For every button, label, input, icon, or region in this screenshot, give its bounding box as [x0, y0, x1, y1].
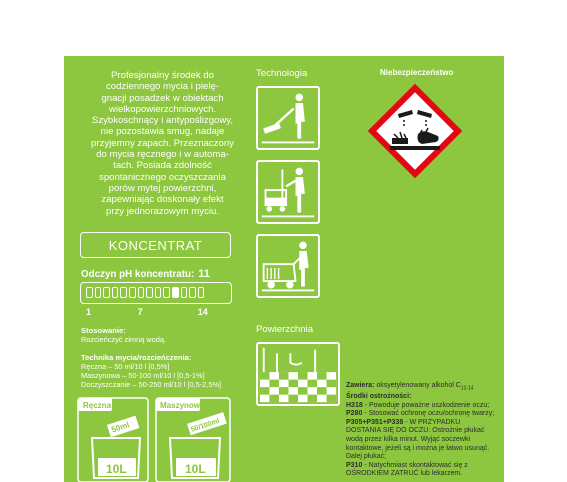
- ph-title-label: Odczyn pH koncentratu:: [81, 269, 195, 280]
- ph-cell: [103, 287, 110, 298]
- hazard-text: [346, 382, 496, 479]
- hazard-contains-label: Zawiera:: [346, 382, 377, 389]
- hazard-statement: P305+P351+P338 - W PRZYPADKU DOSTANIA SIĘ DO OCZU: Ostrożnie płukać wodą przez kilka minut. Wyjąć soczewki kontaktowe, jeżeli są i można je łatwo usunąć. Dalej płukać;: [346, 418, 490, 461]
- description-line: do mycia ręcznego i w automa-: [96, 149, 229, 161]
- technologia-heading: Technologia: [256, 68, 308, 79]
- dosing-machine-dose: 50/100ml: [190, 417, 221, 434]
- description-line: porów mytej powierzchni,: [108, 182, 217, 194]
- ph-scale-cells: [86, 287, 204, 298]
- stosowanie-text: Rozcieńczyć zimną wodą.: [81, 335, 167, 344]
- ph-title: [81, 268, 210, 280]
- ph-cell: [163, 287, 170, 298]
- dosing-machine-volume: 10L: [185, 462, 206, 476]
- description-line: spontanicznego oczyszczania: [99, 171, 226, 183]
- ph-cell: [198, 287, 205, 298]
- ph-cell: [95, 287, 102, 298]
- ph-cell: [155, 287, 162, 298]
- hazard-contains-text: oksyetylenowany alkohol C: [376, 382, 461, 389]
- stosowanie-heading: Stosowanie:: [81, 326, 126, 335]
- hazard-contains-sub: 12-14: [460, 385, 474, 392]
- description-line: Profesjonalny środek do: [111, 70, 214, 81]
- hazard-statement: P280 - Stosować ochronę oczu/ochronę twarzy;: [346, 410, 495, 418]
- dosing-machine-label: Maszynowa: [160, 401, 205, 410]
- ghs05-corrosive-icon: [368, 84, 462, 178]
- ph-tick-label: 14: [197, 307, 208, 317]
- hazard-statement: P310 - Natychmiast skontaktować się z OŚRODKIEM ZATRUĆ lub lekarzem.: [346, 461, 468, 478]
- description-line: tach. Posiada zdolność: [113, 160, 212, 172]
- description-line: przy jednorazowym myciu.: [105, 205, 220, 217]
- hazard-statement: H318 - Powoduje poważne uszkodzenie oczu;: [346, 401, 490, 409]
- dosing-manual-volume: 10L: [106, 462, 127, 476]
- powierzchnia-heading: Powierzchnia: [256, 324, 314, 335]
- ph-scale-ticks: [81, 307, 233, 317]
- ph-cell-active: [172, 287, 179, 298]
- ph-cell: [112, 287, 119, 298]
- hazard-contains: [346, 382, 496, 393]
- product-description: [80, 70, 245, 217]
- hazard-heading: Niebezpieczeństwo: [380, 68, 454, 77]
- description-line: przyjemny zapach. Przeznaczony: [91, 137, 234, 149]
- technika-line: Doczyszczanie – 50-250 ml/10 l [0,5-2,5%]: [81, 380, 222, 389]
- dosing-manual-dose: 50ml: [110, 420, 131, 435]
- description-line: codziennego mycia i pielę-: [105, 81, 220, 93]
- description-line: gnacji posadzek w obiektach: [101, 92, 224, 104]
- description-line: Szybkoschnący i antypoślizgowy,: [91, 115, 234, 127]
- koncentrat-badge: KONCENTRAT: [80, 232, 231, 258]
- dosing-manual: [78, 398, 148, 482]
- ph-cell: [86, 287, 93, 298]
- ph-tick-label: 7: [137, 307, 143, 317]
- floor-surface-icon: [256, 342, 340, 406]
- ph-cell: [120, 287, 127, 298]
- scrubber-machine-icon: [256, 234, 320, 298]
- technika-heading: Technika mycia/rozcieńczenia:: [81, 353, 192, 362]
- dosing-machine: [156, 398, 230, 482]
- description-line: wielkopowierzchniowych.: [108, 103, 217, 115]
- ph-cell: [189, 287, 196, 298]
- mop-icon: [256, 86, 320, 150]
- hazard-precautions-label: Środki ostrożności:: [346, 392, 412, 400]
- dosing-manual-label: Ręczna: [83, 401, 112, 410]
- description-line: zapewniając doskonały efekt: [101, 194, 224, 206]
- ph-tick-label: 1: [86, 307, 92, 317]
- ph-cell: [146, 287, 153, 298]
- bucket-trolley-icon: [256, 160, 320, 224]
- ph-cell: [138, 287, 145, 298]
- ph-cell: [181, 287, 188, 298]
- technika-line: Ręczna – 50 ml/10 l [0,5%]: [81, 362, 170, 371]
- description-line: nie pozostawia smug, nadaje: [100, 126, 225, 138]
- ph-scale: [80, 282, 232, 304]
- ph-cell: [129, 287, 136, 298]
- ph-value: 11: [198, 268, 210, 280]
- technika-line: Maszynowa – 50-100 ml/10 l [0,5-1%]: [81, 371, 205, 380]
